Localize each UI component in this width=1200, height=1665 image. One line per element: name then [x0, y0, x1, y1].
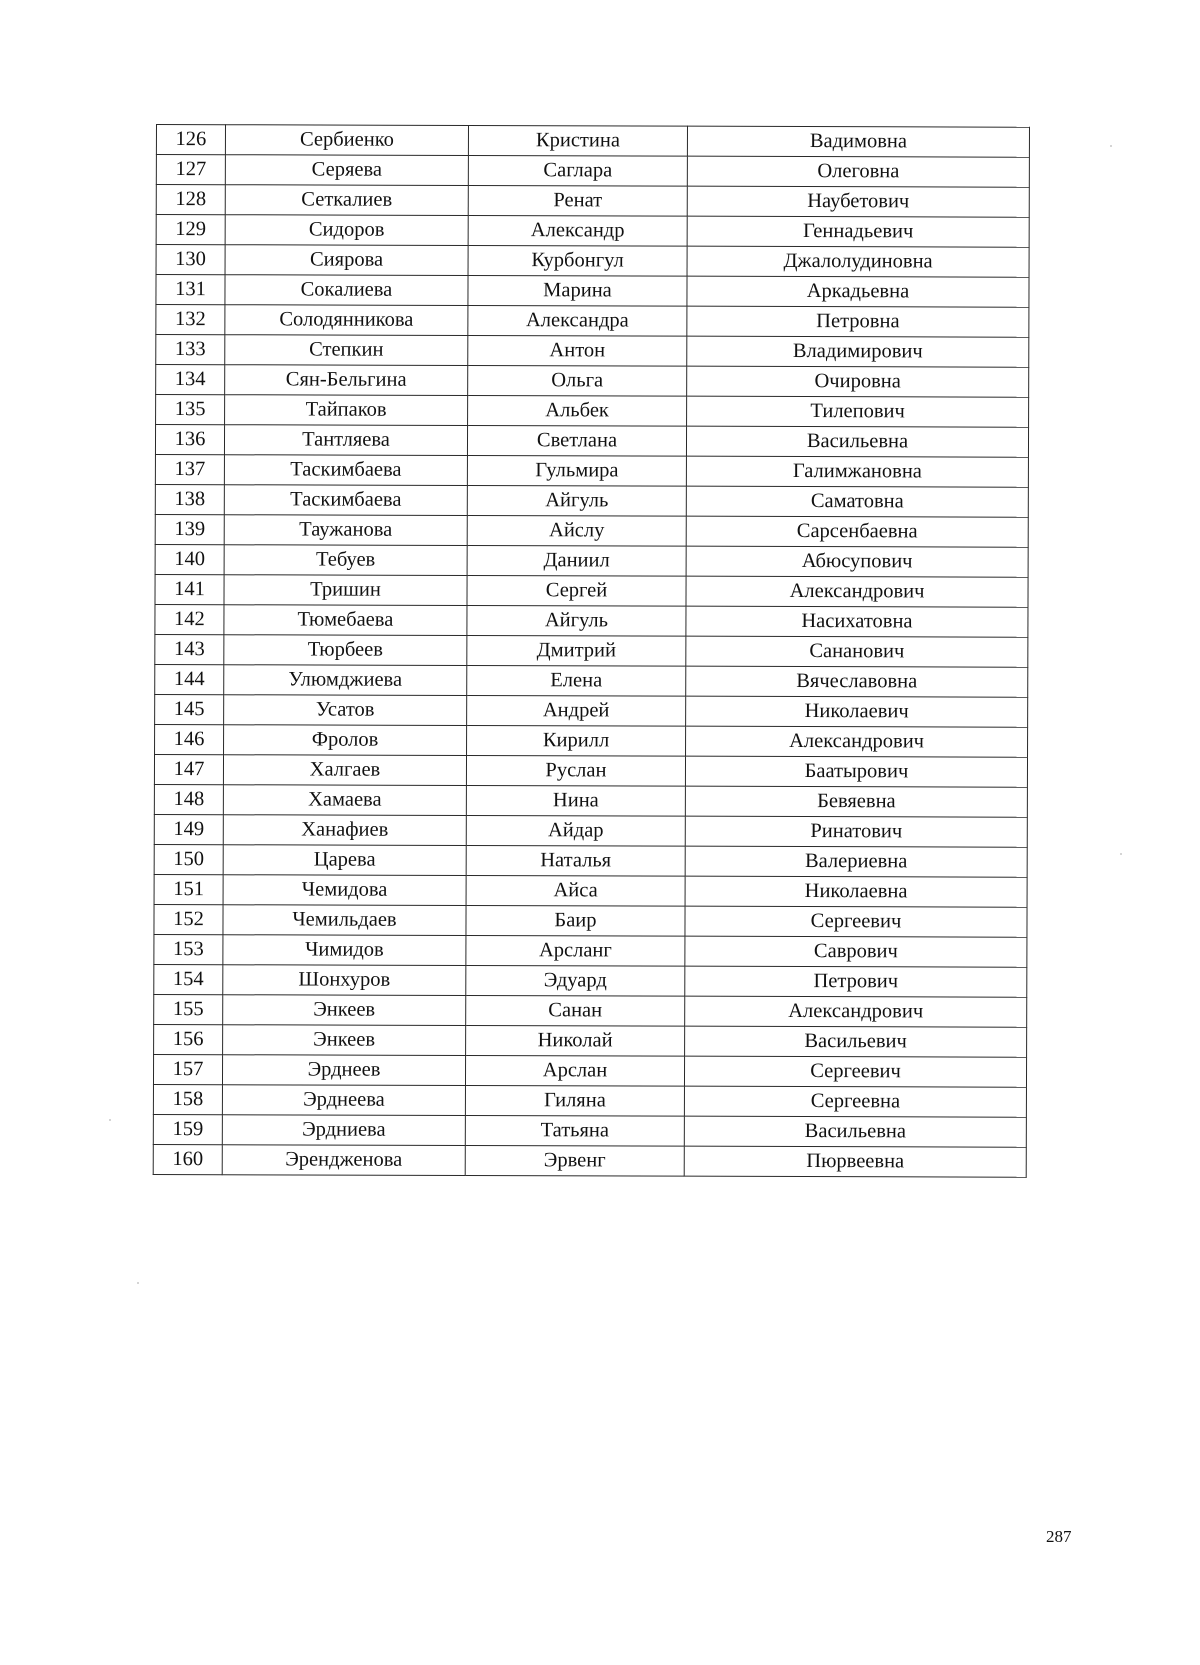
last-name-cell: Чемильдаев — [223, 905, 466, 936]
table-row — [156, 275, 1029, 308]
patronymic-cell: Очировна — [687, 366, 1029, 397]
patronymic-cell: Сарсенбаевна — [686, 516, 1028, 547]
last-name-cell: Солодянникова — [225, 305, 468, 336]
row-number-cell: 137 — [155, 454, 224, 484]
table-row — [156, 185, 1029, 218]
patronymic-cell: Валериевна — [685, 846, 1027, 877]
scan-speck — [1110, 145, 1112, 147]
first-name-cell: Сергей — [467, 575, 686, 606]
row-number-cell: 140 — [155, 544, 224, 574]
first-name-cell: Елена — [467, 665, 686, 696]
last-name-cell: Шонхуров — [223, 965, 466, 996]
row-number-cell: 144 — [155, 664, 224, 694]
last-name-cell: Улюмджиева — [224, 665, 467, 696]
row-number-cell: 128 — [156, 185, 225, 215]
table-row — [155, 514, 1028, 547]
table-row — [155, 694, 1028, 727]
first-name-cell: Эрвенг — [465, 1145, 684, 1176]
row-number-cell: 130 — [156, 245, 225, 275]
row-number-cell: 129 — [156, 215, 225, 245]
table-row — [154, 904, 1027, 937]
patronymic-cell: Вадимовна — [687, 126, 1029, 157]
patronymic-cell: Петровна — [687, 306, 1029, 337]
first-name-cell: Эдуард — [466, 965, 685, 996]
first-name-cell: Курбонгул — [468, 245, 687, 276]
table-row — [156, 395, 1029, 428]
patronymic-cell: Саврович — [685, 936, 1027, 967]
patronymic-cell: Александрович — [686, 726, 1028, 757]
last-name-cell: Степкин — [225, 335, 468, 366]
table-row — [154, 994, 1027, 1027]
table-row — [153, 1084, 1026, 1117]
row-number-cell: 159 — [153, 1114, 222, 1144]
row-number-cell: 135 — [156, 395, 225, 425]
last-name-cell: Сокалиева — [225, 275, 468, 306]
last-name-cell: Таужанова — [224, 515, 467, 546]
table-row — [154, 814, 1027, 847]
last-name-cell: Ханафиев — [223, 815, 466, 846]
row-number-cell: 138 — [155, 484, 224, 514]
patronymic-cell: Пюрвеевна — [684, 1146, 1026, 1177]
row-number-cell: 150 — [154, 844, 223, 874]
first-name-cell: Айса — [466, 875, 685, 906]
last-name-cell: Эрднеева — [222, 1085, 465, 1116]
table-row — [154, 964, 1027, 997]
patronymic-cell: Баатырович — [685, 756, 1027, 787]
first-name-cell: Ольга — [468, 365, 687, 396]
row-number-cell: 139 — [155, 514, 224, 544]
row-number-cell: 154 — [154, 964, 223, 994]
patronymic-cell: Абюсупович — [686, 546, 1028, 577]
patronymic-cell: Александрович — [686, 576, 1028, 607]
last-name-cell: Чимидов — [223, 935, 466, 966]
last-name-cell: Тюрбеев — [224, 635, 467, 666]
row-number-cell: 156 — [154, 1024, 223, 1054]
scan-speck — [1120, 853, 1122, 855]
last-name-cell: Таскимбаева — [224, 485, 467, 516]
table-row — [155, 604, 1028, 637]
row-number-cell: 152 — [154, 904, 223, 934]
patronymic-cell: Вячеславовна — [686, 666, 1028, 697]
last-name-cell: Энкеев — [223, 1025, 466, 1056]
scan-speck — [109, 1119, 111, 1121]
row-number-cell: 143 — [155, 634, 224, 664]
last-name-cell: Хамаева — [223, 785, 466, 816]
last-name-cell: Тюмебаева — [224, 605, 467, 636]
row-number-cell: 132 — [156, 305, 225, 335]
patronymic-cell: Тилепович — [687, 396, 1029, 427]
first-name-cell: Арслан — [465, 1055, 684, 1086]
row-number-cell: 147 — [154, 754, 223, 784]
row-number-cell: 158 — [153, 1084, 222, 1114]
table-row — [156, 245, 1029, 278]
last-name-cell: Сиярова — [225, 245, 468, 276]
row-number-cell: 149 — [154, 814, 223, 844]
last-name-cell: Сян-Бельгина — [225, 365, 468, 396]
first-name-cell: Баир — [466, 905, 685, 936]
row-number-cell: 136 — [155, 425, 224, 455]
first-name-cell: Айдар — [466, 815, 685, 846]
table-row — [154, 784, 1027, 817]
last-name-cell: Эрендженова — [222, 1145, 465, 1176]
table-row — [154, 754, 1027, 787]
table-row — [156, 365, 1029, 398]
first-name-cell: Саглара — [468, 155, 687, 186]
name-list-body — [153, 125, 1029, 1178]
first-name-cell: Айгуль — [467, 485, 686, 516]
last-name-cell: Сербиенко — [225, 125, 468, 156]
first-name-cell: Ренат — [468, 185, 687, 216]
table-row — [155, 574, 1028, 607]
patronymic-cell: Галимжановна — [686, 456, 1028, 487]
patronymic-cell: Сананович — [686, 636, 1028, 667]
first-name-cell: Айгуль — [467, 605, 686, 636]
last-name-cell: Тантляева — [224, 425, 467, 456]
table-row — [155, 634, 1028, 667]
patronymic-cell: Олеговна — [687, 156, 1029, 187]
first-name-cell: Александр — [468, 215, 687, 246]
row-number-cell: 131 — [156, 275, 225, 305]
first-name-cell: Кристина — [468, 125, 687, 156]
patronymic-cell: Наубетович — [687, 186, 1029, 217]
first-name-cell: Даниил — [467, 545, 686, 576]
page-number: 287 — [1046, 1527, 1072, 1546]
first-name-cell: Гульмира — [467, 455, 686, 486]
table-row — [156, 305, 1029, 338]
last-name-cell: Таскимбаева — [224, 455, 467, 486]
patronymic-cell: Николаевна — [685, 876, 1027, 907]
table-row — [155, 664, 1028, 697]
table-row — [154, 934, 1027, 967]
last-name-cell: Эрдниева — [222, 1115, 465, 1146]
patronymic-cell: Саматовна — [686, 486, 1028, 517]
last-name-cell: Тришин — [224, 575, 467, 606]
patronymic-cell: Васильевич — [685, 1026, 1027, 1057]
last-name-cell: Чемидова — [223, 875, 466, 906]
row-number-cell: 151 — [154, 874, 223, 904]
patronymic-cell: Николаевич — [686, 696, 1028, 727]
patronymic-cell: Владимирович — [687, 336, 1029, 367]
row-number-cell: 142 — [155, 604, 224, 634]
last-name-cell: Серяева — [225, 155, 468, 186]
table-row — [155, 544, 1028, 577]
first-name-cell: Татьяна — [465, 1115, 684, 1146]
table-row — [154, 844, 1027, 877]
first-name-cell: Наталья — [466, 845, 685, 876]
row-number-cell: 155 — [154, 994, 223, 1024]
name-list-table — [153, 124, 1030, 1178]
patronymic-cell: Сергеевич — [684, 1056, 1026, 1087]
last-name-cell: Тайпаков — [225, 395, 468, 426]
last-name-cell: Халгаев — [223, 755, 466, 786]
patronymic-cell: Петрович — [685, 966, 1027, 997]
table-row — [155, 724, 1028, 757]
table-row — [153, 1144, 1026, 1177]
row-number-cell: 134 — [156, 365, 225, 395]
last-name-cell: Сидоров — [225, 215, 468, 246]
row-number-cell: 157 — [153, 1054, 222, 1084]
row-number-cell: 153 — [154, 934, 223, 964]
row-number-cell: 126 — [156, 125, 225, 155]
first-name-cell: Марина — [468, 275, 687, 306]
first-name-cell: Руслан — [466, 755, 685, 786]
patronymic-cell: Насихатовна — [686, 606, 1028, 637]
patronymic-cell: Сергеевна — [684, 1086, 1026, 1117]
patronymic-cell: Александрович — [685, 996, 1027, 1027]
first-name-cell: Арсланг — [466, 935, 685, 966]
first-name-cell: Светлана — [467, 425, 686, 456]
last-name-cell: Эрднеев — [222, 1055, 465, 1086]
patronymic-cell: Васильевна — [684, 1116, 1026, 1147]
row-number-cell: 146 — [155, 724, 224, 754]
table-row — [156, 335, 1029, 368]
table-row — [155, 425, 1028, 458]
row-number-cell: 160 — [153, 1144, 222, 1174]
first-name-cell: Нина — [466, 785, 685, 816]
first-name-cell: Альбек — [468, 395, 687, 426]
patronymic-cell: Геннадьевич — [687, 216, 1029, 247]
patronymic-cell: Васильевна — [686, 426, 1028, 457]
table-row — [156, 125, 1029, 158]
row-number-cell: 133 — [156, 335, 225, 365]
first-name-cell: Николай — [466, 1025, 685, 1056]
table-row — [154, 874, 1027, 907]
first-name-cell: Дмитрий — [467, 635, 686, 666]
row-number-cell: 127 — [156, 155, 225, 185]
table-row — [154, 1024, 1027, 1057]
last-name-cell: Царева — [223, 845, 466, 876]
first-name-cell: Кирилл — [467, 725, 686, 756]
last-name-cell: Усатов — [224, 695, 467, 726]
first-name-cell: Гиляна — [465, 1085, 684, 1116]
table-row — [156, 155, 1029, 188]
first-name-cell: Андрей — [467, 695, 686, 726]
row-number-cell: 148 — [154, 784, 223, 814]
patronymic-cell: Аркадьевна — [687, 276, 1029, 307]
table-row — [155, 484, 1028, 517]
first-name-cell: Айслу — [467, 515, 686, 546]
first-name-cell: Санан — [466, 995, 685, 1026]
row-number-cell: 141 — [155, 574, 224, 604]
first-name-cell: Александра — [468, 305, 687, 336]
last-name-cell: Энкеев — [223, 995, 466, 1026]
table-row — [155, 454, 1028, 487]
table-row — [153, 1054, 1026, 1087]
patronymic-cell: Джалолудиновна — [687, 246, 1029, 277]
first-name-cell: Антон — [468, 335, 687, 366]
patronymic-cell: Ринатович — [685, 816, 1027, 847]
table-row — [153, 1114, 1026, 1147]
patronymic-cell: Бевяевна — [685, 786, 1027, 817]
scan-speck — [137, 1282, 139, 1284]
last-name-cell: Тебуев — [224, 545, 467, 576]
last-name-cell: Сеткалиев — [225, 185, 468, 216]
table-row — [156, 215, 1029, 248]
patronymic-cell: Сергеевич — [685, 906, 1027, 937]
row-number-cell: 145 — [155, 694, 224, 724]
last-name-cell: Фролов — [224, 725, 467, 756]
